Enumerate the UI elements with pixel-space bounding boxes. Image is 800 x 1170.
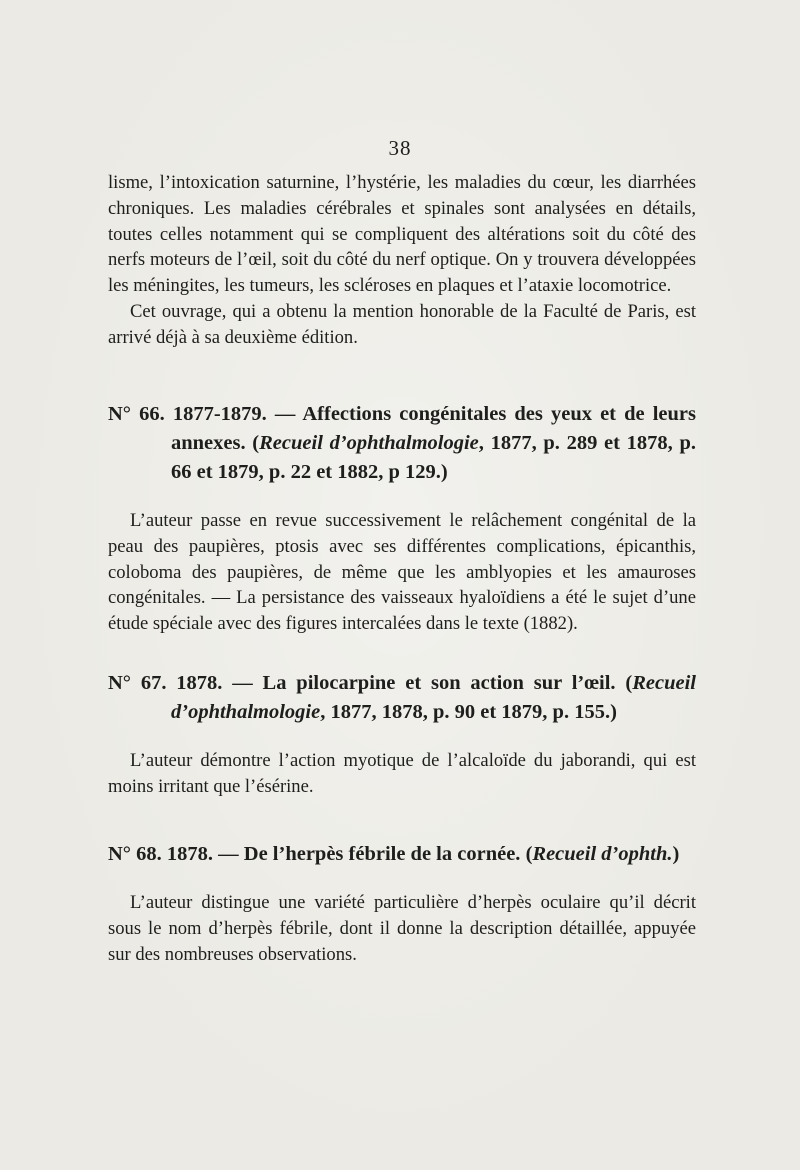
- entry-66-source-open: (: [252, 432, 260, 454]
- entry-66-body: [108, 508, 696, 637]
- entry-68-heading: [108, 840, 696, 869]
- entry-67-number: N° 67. 1878.: [108, 672, 223, 694]
- entry-68-source: ): [672, 843, 680, 865]
- entry-66-description: L’auteur passe en revue successivement le relâchement congénital de la peau des paupières, ptosis avec ses différentes complications, épicanthis, coloboma des paupières, de même que les amblyopies et les amauroses congénitales. — La persistance des vaisseaux hyaloïdiens a été le sujet d’une étude spéciale avec des figures intercalées dans le texte (1882).: [108, 510, 696, 635]
- entry-67-citation: [108, 669, 696, 727]
- page-number: 38: [388, 136, 412, 160]
- continuation-text: [108, 170, 696, 351]
- entry-66-citation: [108, 400, 696, 487]
- entry-66-title: — Affections congénitales des yeux et de leurs annexes.: [171, 403, 696, 454]
- entry-68-journal: Recueil d’ophth.: [532, 843, 673, 865]
- entry-68-source-open: (: [525, 843, 533, 865]
- entry-66-heading: [108, 400, 696, 487]
- continuation-paragraph-2: Cet ouvrage, qui a obtenu la mention honorable de la Faculté de Paris, est arrivé déjà à sa deuxième édition.: [108, 300, 696, 348]
- entry-66-source: , 1877, p. 289 et 1878, p. 66 et 1879, p. 22 et 1882, p 129.): [171, 432, 696, 483]
- entry-68-body: [108, 890, 696, 967]
- entry-68-description: L’auteur distingue une variété particulière d’herpès oculaire qu’il décrit sous le nom d’herpès fébrile, dont il donne la description détaillée, appuyée sur des nombreuses observations.: [108, 892, 696, 965]
- entry-67-source-open: (: [625, 672, 633, 694]
- entry-68-citation: [108, 840, 696, 869]
- entry-67-journal: Recueil d’ophthalmologie: [171, 672, 696, 723]
- entry-67-description: L’auteur démontre l’action myotique de l’alcaloïde du jaborandi, qui est moins irritant que l’ésérine.: [108, 750, 696, 797]
- entry-66-journal: Recueil d’ophthalmologie: [259, 432, 479, 454]
- entry-67-body: [108, 748, 696, 800]
- continuation-paragraph-1: lisme, l’intoxication saturnine, l’hystérie, les maladies du cœur, les diarrhées chroniques. Les maladies cérébrales et spinales sont analysées en détails, toutes celles notamment qui se compliquent des altérations soit du côté des nerfs moteurs de l’œil, soit du côté du nerf optique. On y trouvera développées les méningites, les tumeurs, les scléroses en plaques et l’ataxie locomotrice.: [108, 172, 696, 297]
- entry-67-title: — La pilocarpine et son action sur l’œil.: [232, 672, 616, 694]
- entry-66-number: N° 66. 1877-1879.: [108, 403, 267, 425]
- entry-67-source: , 1877, 1878, p. 90 et 1879, p. 155.): [320, 701, 617, 723]
- entry-67-heading: [108, 669, 696, 727]
- entry-68-number: N° 68. 1878.: [108, 843, 214, 865]
- entry-68-title: — De l’herpès fébrile de la cornée.: [218, 843, 521, 865]
